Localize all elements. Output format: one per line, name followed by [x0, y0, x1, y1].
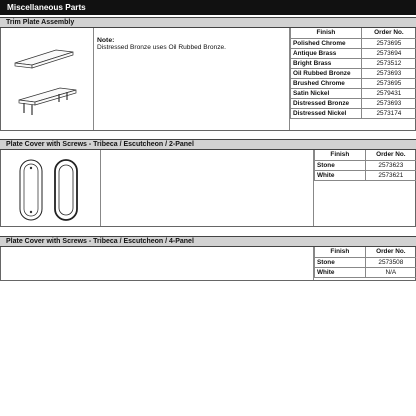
- order-number-cell: 2573694: [361, 48, 416, 58]
- finish-cell: Stone: [315, 160, 366, 170]
- order-column-header: Order No.: [365, 247, 416, 257]
- trim-plate-assembly-section: [0, 17, 416, 131]
- order-column-header: Order No.: [361, 28, 416, 38]
- table-row: [291, 48, 416, 58]
- note-label: Note:: [97, 37, 115, 44]
- order-number-cell: 2579431: [361, 88, 416, 98]
- section-title: Plate Cover with Screws - Tribeca / Escutcheon / 2-Panel: [0, 139, 416, 150]
- order-number-cell: N/A: [365, 267, 416, 277]
- finish-table: [290, 28, 416, 119]
- table-row: [291, 88, 416, 98]
- table-row: [315, 257, 416, 267]
- order-number-cell: 2573512: [361, 58, 416, 68]
- table-row: [315, 170, 416, 180]
- table-row: [315, 160, 416, 170]
- table-row: [291, 108, 416, 118]
- table-row: [291, 38, 416, 48]
- empty-note-cell: [101, 150, 314, 226]
- page-header: Miscellaneous Parts: [0, 0, 416, 15]
- finish-cell: Brushed Chrome: [291, 78, 362, 88]
- finish-cell: Stone: [315, 257, 366, 267]
- order-number-cell: 2573623: [365, 160, 416, 170]
- table-header-row: [315, 150, 416, 160]
- section-body: [0, 150, 416, 227]
- plate-cover-2-panel-section: [0, 139, 416, 227]
- plate-cover-4-panel-section: [0, 236, 416, 281]
- finish-cell: Oil Rubbed Bronze: [291, 68, 362, 78]
- section-body: [0, 28, 416, 131]
- table-row: [291, 58, 416, 68]
- finish-cell: Polished Chrome: [291, 38, 362, 48]
- note-cell: [94, 28, 290, 130]
- finish-cell: Antique Brass: [291, 48, 362, 58]
- empty-image-cell: [1, 247, 314, 280]
- trim-plate-drawing-icon: [1, 28, 93, 131]
- finish-cell: Satin Nickel: [291, 88, 362, 98]
- finish-table: [314, 247, 416, 278]
- note-text: Distressed Bronze uses Oil Rubbed Bronze.: [97, 44, 227, 51]
- table-row: [315, 267, 416, 277]
- order-number-cell: 2573174: [361, 108, 416, 118]
- order-number-cell: 2573508: [365, 257, 416, 267]
- finish-table: [314, 150, 416, 181]
- table-header-row: [291, 28, 416, 38]
- table-row: [291, 68, 416, 78]
- finish-column-header: Finish: [315, 150, 366, 160]
- trim-plate-illustration: [1, 28, 94, 130]
- order-number-cell: 2573693: [361, 68, 416, 78]
- section-title: Plate Cover with Screws - Tribeca / Escutcheon / 4-Panel: [0, 236, 416, 247]
- plate-cover-2-panel-illustration: [1, 150, 101, 226]
- finish-cell: White: [315, 170, 366, 180]
- finish-cell: Distressed Nickel: [291, 108, 362, 118]
- section-body: [0, 247, 416, 281]
- table-header-row: [315, 247, 416, 257]
- escutcheon-plate-drawing-icon: [1, 150, 100, 227]
- table-row: [291, 78, 416, 88]
- order-number-cell: 2573695: [361, 78, 416, 88]
- finish-cell: White: [315, 267, 366, 277]
- finish-column-header: Finish: [315, 247, 366, 257]
- finish-cell: Bright Brass: [291, 58, 362, 68]
- order-number-cell: 2573621: [365, 170, 416, 180]
- finish-column-header: Finish: [291, 28, 362, 38]
- order-number-cell: 2573695: [361, 38, 416, 48]
- finish-cell: Distressed Bronze: [291, 98, 362, 108]
- order-number-cell: 2573693: [361, 98, 416, 108]
- table-row: [291, 98, 416, 108]
- order-column-header: Order No.: [365, 150, 416, 160]
- section-title: Trim Plate Assembly: [0, 17, 416, 28]
